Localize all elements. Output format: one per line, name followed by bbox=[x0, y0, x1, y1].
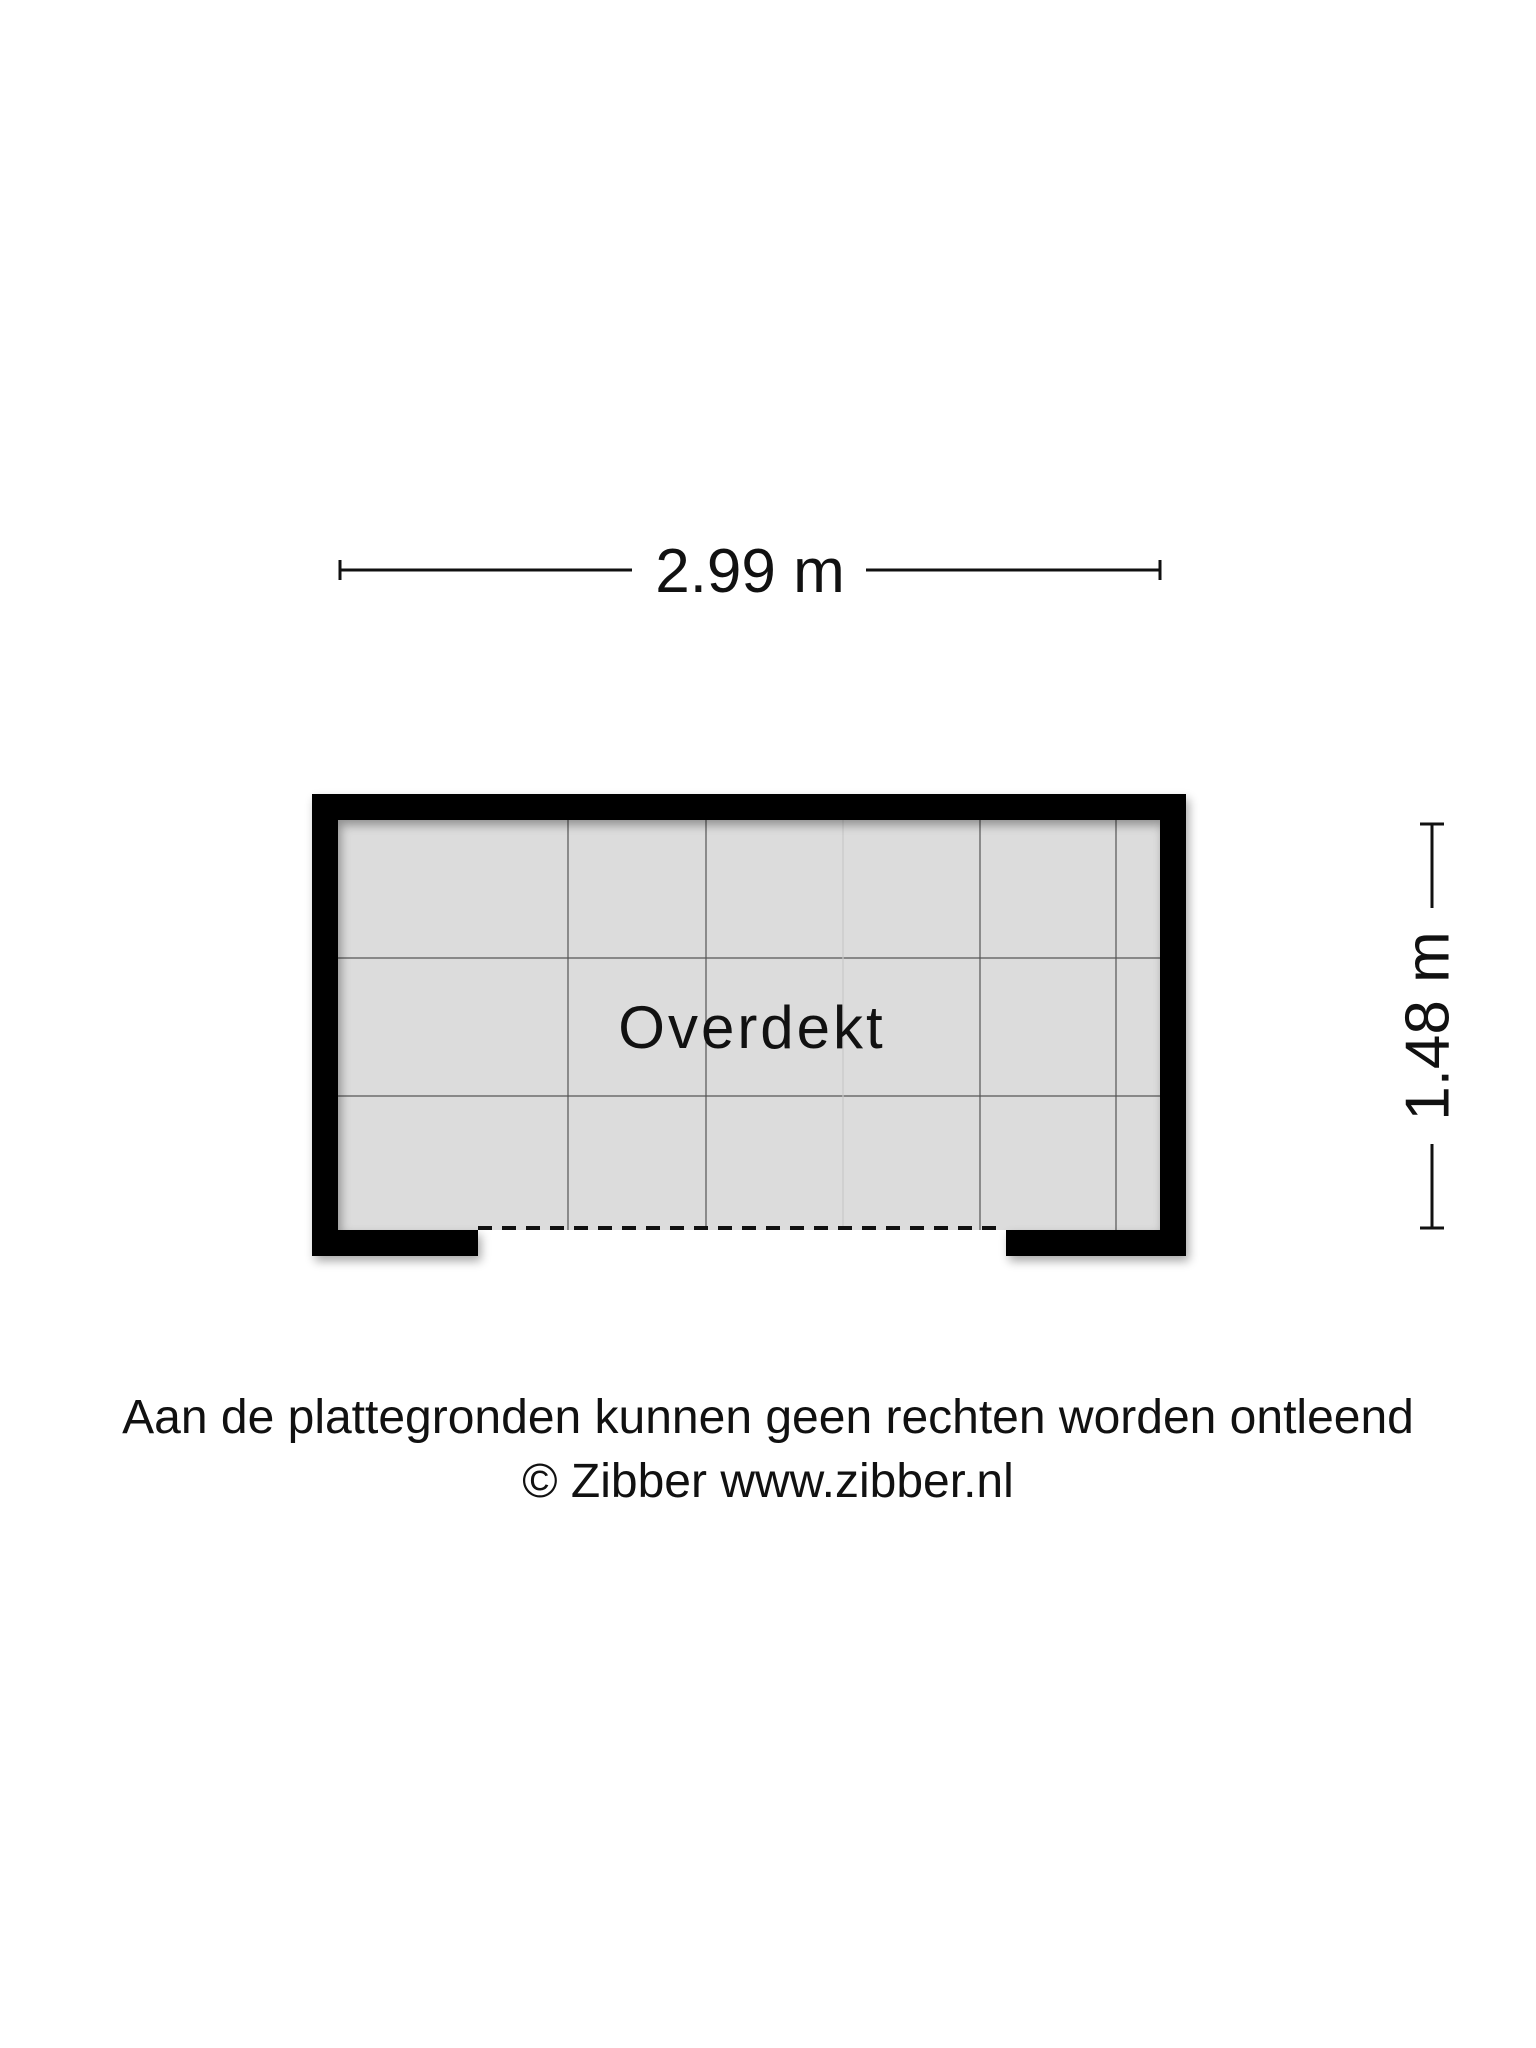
width-dimension-label: 2.99 m bbox=[655, 537, 845, 606]
depth-dimension-label: 1.48 m bbox=[1393, 931, 1463, 1121]
disclaimer-text: Aan de plattegronden kunnen geen rechten worden ontleend bbox=[122, 1391, 1414, 1444]
width-dimension bbox=[340, 537, 1160, 606]
copyright-text: © Zibber www.zibber.nl bbox=[522, 1455, 1014, 1508]
depth-dimension bbox=[1393, 824, 1462, 1228]
room-label: Overdekt bbox=[618, 994, 886, 1061]
